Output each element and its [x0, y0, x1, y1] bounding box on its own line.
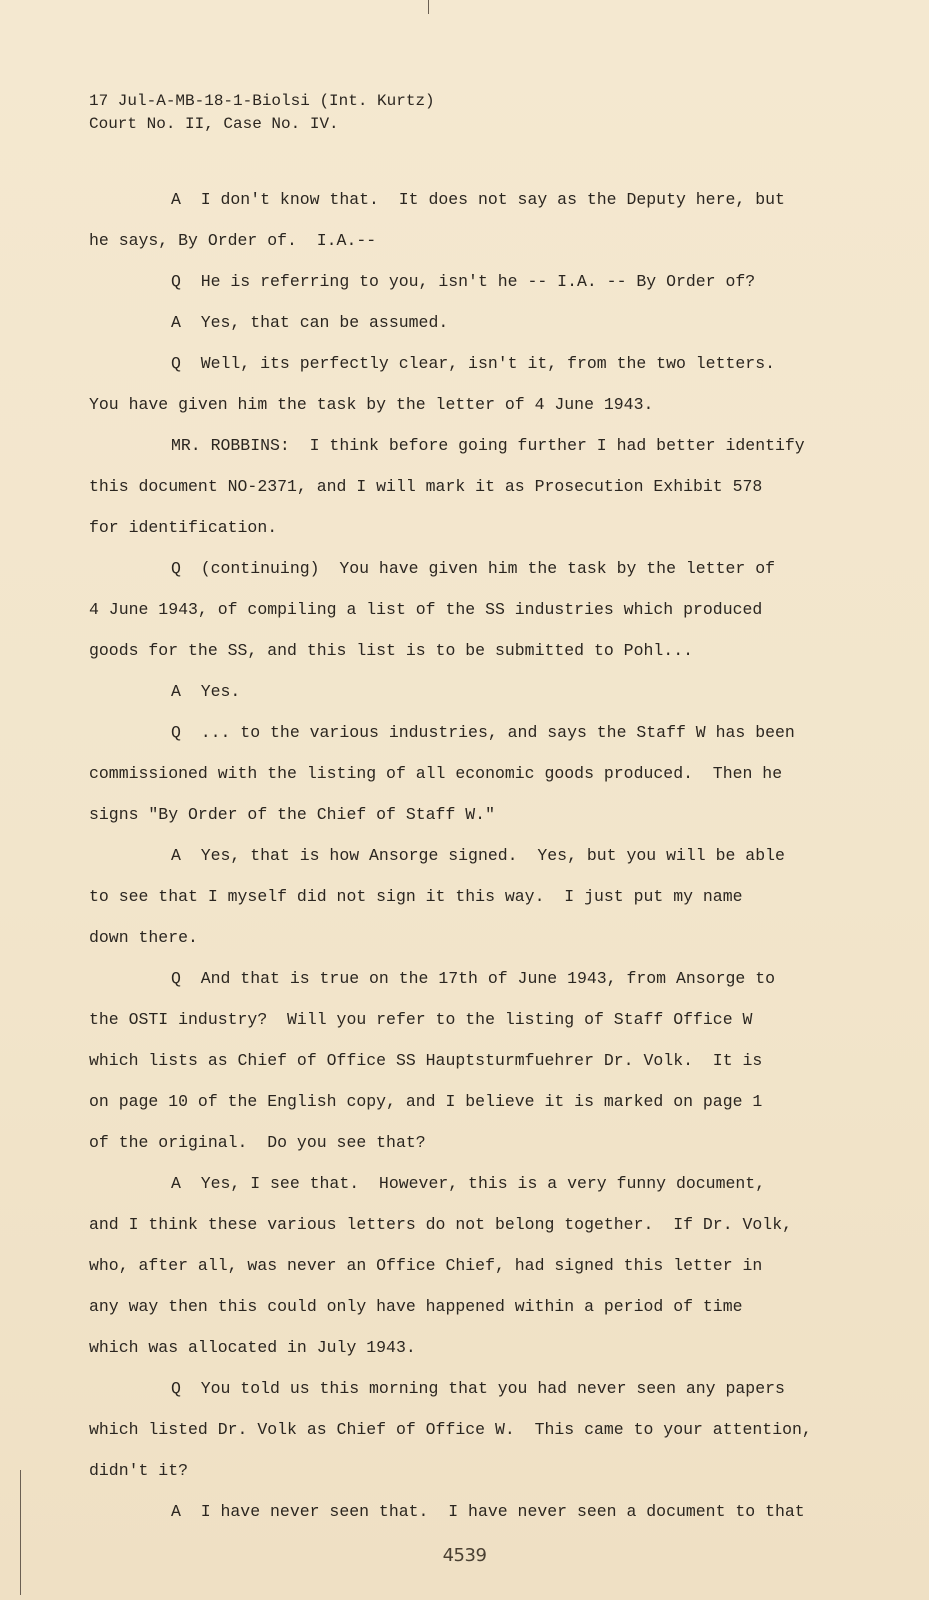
document-header — [89, 90, 435, 136]
transcript-body — [89, 188, 829, 1541]
transcript-line: which listed Dr. Volk as Chief of Office W. This came to your attention, — [89, 1420, 812, 1439]
transcript-line: MR. ROBBINS: I think before going further I had better identify — [171, 436, 805, 455]
transcript-line: and I think these various letters do not belong together. If Dr. Volk, — [89, 1215, 793, 1234]
transcript-line: A Yes. — [171, 682, 241, 701]
transcript-line: Q He is referring to you, isn't he -- I.A. -- By Order of? — [171, 272, 756, 291]
transcript-line: didn't it? — [89, 1461, 189, 1480]
transcript-line: commissioned with the listing of all economic goods produced. Then he — [89, 764, 783, 783]
transcript-line: on page 10 of the English copy, and I believe it is marked on page 1 — [89, 1092, 763, 1111]
transcript-line: A I don't know that. It does not say as the Deputy here, but — [171, 190, 785, 209]
transcript-line: Q (continuing) You have given him the task by the letter of — [171, 559, 775, 578]
transcript-line: A Yes, that can be assumed. — [171, 313, 449, 332]
transcript-line: Q Well, its perfectly clear, isn't it, from the two letters. — [171, 354, 775, 373]
page-number: 4539 — [442, 1545, 487, 1566]
transcript-line: for identification. — [89, 518, 278, 537]
header-line-2: Court No. II, Case No. IV. — [89, 115, 339, 133]
transcript-line: which lists as Chief of Office SS Hauptsturmfuehrer Dr. Volk. It is — [89, 1051, 763, 1070]
transcript-line: Q ... to the various industries, and says the Staff W has been — [171, 723, 795, 742]
transcript-line: who, after all, was never an Office Chief, had signed this letter in — [89, 1256, 763, 1275]
transcript-line: A Yes, that is how Ansorge signed. Yes, but you will be able — [171, 846, 785, 865]
transcript-line: A I have never seen that. I have never seen a document to that — [171, 1502, 805, 1521]
left-margin-line — [20, 1470, 21, 1595]
transcript-line: Q You told us this morning that you had never seen any papers — [171, 1379, 785, 1398]
transcript-line: this document NO-2371, and I will mark it as Prosecution Exhibit 578 — [89, 477, 763, 496]
transcript-line: A Yes, I see that. However, this is a very funny document, — [171, 1174, 766, 1193]
transcript-line: You have given him the task by the letter of 4 June 1943. — [89, 395, 654, 414]
transcript-line: down there. — [89, 928, 198, 947]
transcript-line: of the original. Do you see that? — [89, 1133, 426, 1152]
transcript-line: 4 June 1943, of compiling a list of the SS industries which produced — [89, 600, 763, 619]
transcript-line: to see that I myself did not sign it this way. I just put my name — [89, 887, 743, 906]
transcript-line: signs "By Order of the Chief of Staff W." — [89, 805, 495, 824]
header-line-1: 17 Jul-A-MB-18-1-Biolsi (Int. Kurtz) — [89, 92, 435, 110]
transcript-line: Q And that is true on the 17th of June 1943, from Ansorge to — [171, 969, 775, 988]
transcript-line: the OSTI industry? Will you refer to the listing of Staff Office W — [89, 1010, 753, 1029]
transcript-line: which was allocated in July 1943. — [89, 1338, 416, 1357]
top-edge-mark — [428, 0, 429, 14]
transcript-line: any way then this could only have happened within a period of time — [89, 1297, 743, 1316]
transcript-line: he says, By Order of. I.A.-- — [89, 231, 377, 250]
transcript-line: goods for the SS, and this list is to be submitted to Pohl... — [89, 641, 693, 660]
